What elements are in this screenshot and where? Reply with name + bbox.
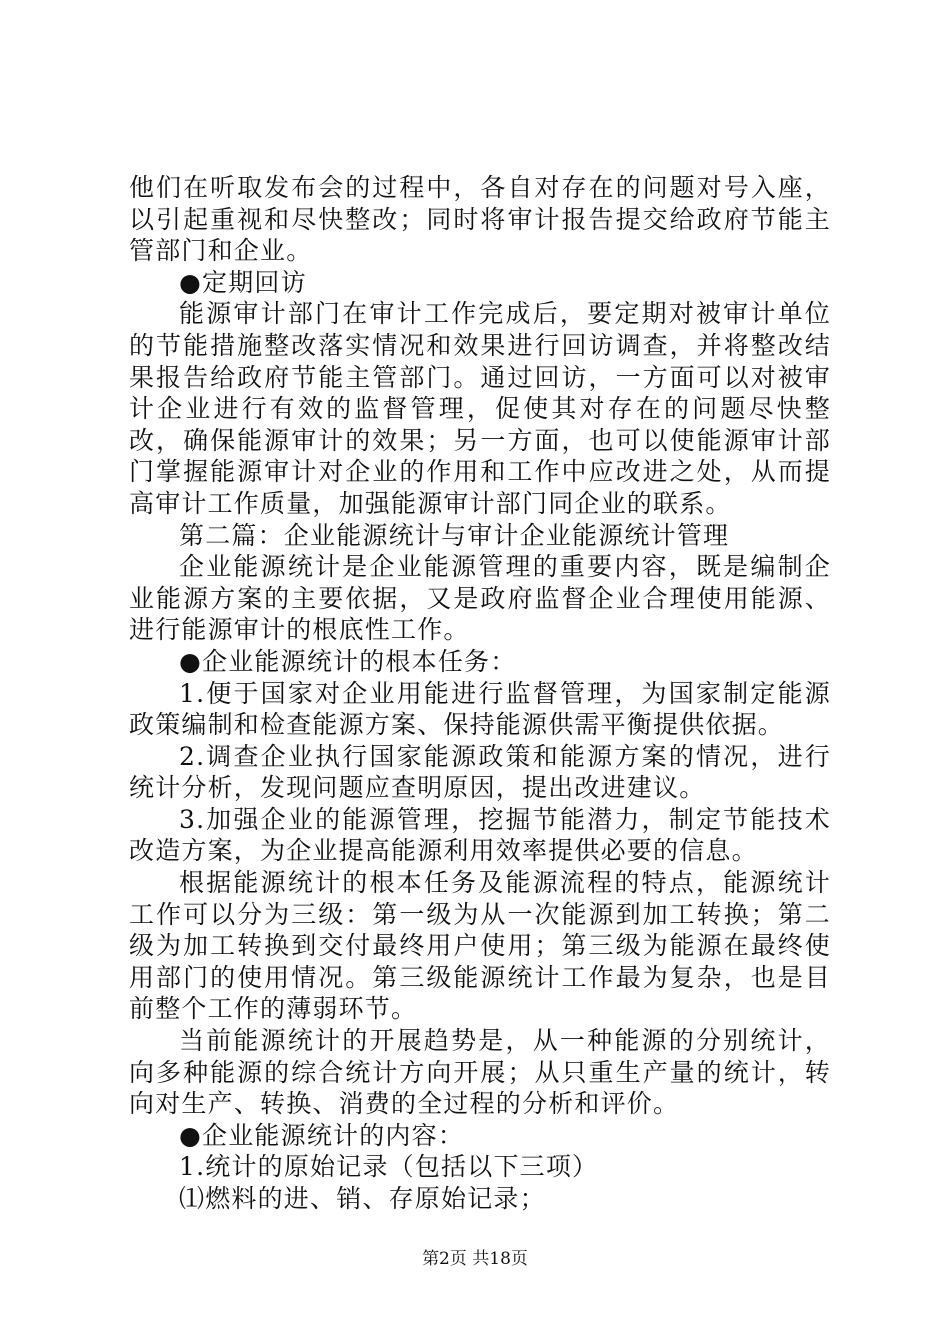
heading-content: ●企业能源统计的内容： xyxy=(179,1120,465,1150)
list-item-3: 3.加强企业的能源管理，挖掘节能潜力，制定节能技术改造方案，为企业提高能源利用效率提供必要的信息。 xyxy=(129,804,831,866)
paragraph-5: 企业能源统计是企业能源管理的重要内容，既是编制企业能源方案的主要依据，又是政府监督企业合理使用能源、进行能源审计的根底性工作。 xyxy=(129,552,831,645)
document-body xyxy=(129,172,831,1215)
page-number-footer: 第2页 共18页 xyxy=(422,1249,528,1269)
heading-periodic-revisit: ●定期回访 xyxy=(179,267,307,297)
heading-basic-tasks: ●企业能源统计的根本任务： xyxy=(179,646,517,676)
paragraph-1: 他们在听取发布会的过程中，各自对存在的问题对号入座，以引起重视和尽快整改；同时将审计报告提交给政府节能主管部门和企业。 xyxy=(129,173,831,266)
paragraph-11: 当前能源统计的开展趋势是，从一种能源的分别统计，向多种能源的综合统计方向开展；从只重生产量的统计，转向对生产、转换、消费的全过程的分析和评价。 xyxy=(129,1026,831,1119)
paragraph-10: 根据能源统计的根本任务及能源流程的特点，能源统计工作可以分为三级：第一级为从一次能源到加工转换；第二级为加工转换到交付最终用户使用；第三级为能源在最终使用部门的使用情况。第三级能源统计工作最为复杂，也是目前整个工作的薄弱环节。 xyxy=(129,868,831,1024)
list-item-1: 1.便于国家对企业用能进行监督管理，为国家制定能源政策编制和检查能源方案、保持能源供需平衡提供依据。 xyxy=(129,678,831,740)
sub-item-1: ⑴燃料的进、销、存原始记录； xyxy=(179,1184,546,1213)
list-item-2: 2.调查企业执行国家能源政策和能源方案的情况，进行统计分析，发现问题应查明原因，提出改进建议。 xyxy=(129,741,831,803)
section-title: 第二篇：企业能源统计与审计企业能源统计管理 xyxy=(179,520,730,550)
list-item-content-1: 1.统计的原始记录（包括以下三项） xyxy=(179,1152,599,1182)
paragraph-3: 能源审计部门在审计工作完成后，要定期对被审计单位的节能措施整改落实情况和效果进行回访调查，并将整改结果报告给政府节能主管部门。通过回访，一方面可以对被审计企业进行有效的监督管理，促使其对存在的问题尽快整改，确保能源审计的效果；另一方面，也可以使能源审计部门掌握能源审计对企业的作用和工作中应改进之处，从而提高审计工作质量，加强能源审计部门同企业的联系。 xyxy=(129,299,831,518)
